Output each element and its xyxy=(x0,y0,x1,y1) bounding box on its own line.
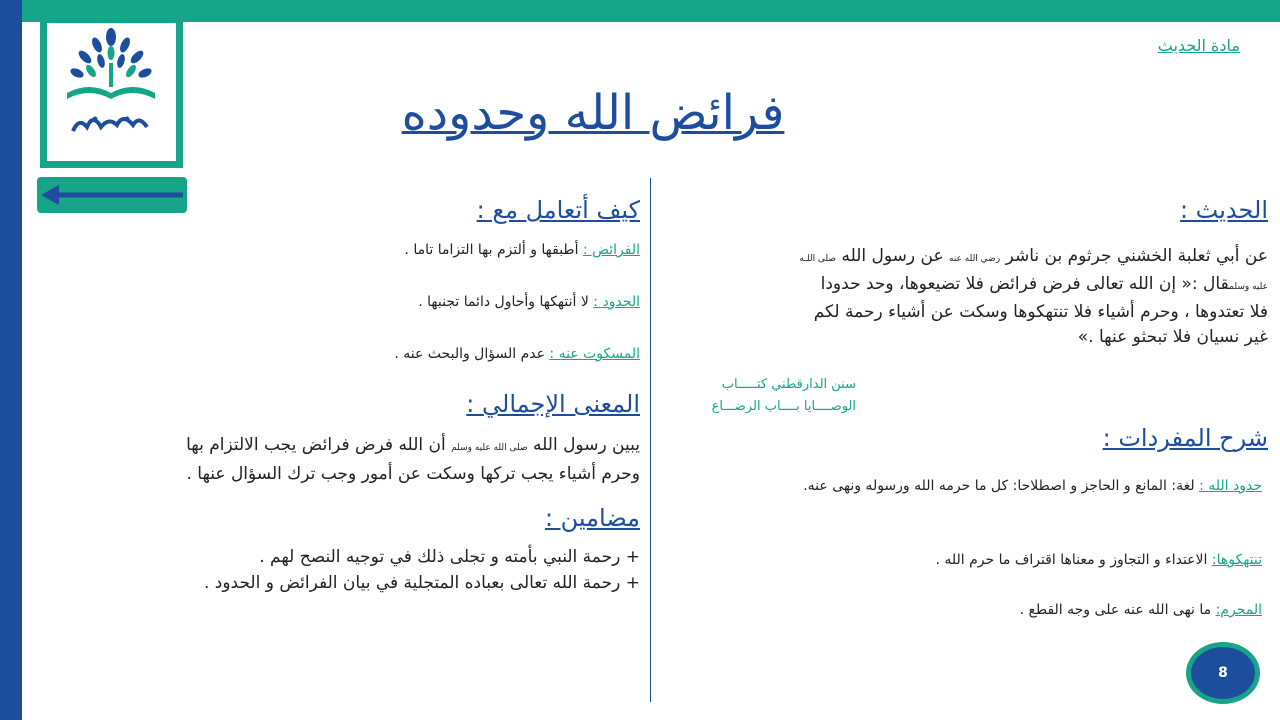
logo xyxy=(40,16,183,168)
hadith-source: سنن الدارقطني كتـــــاب الوصــــايا بــــاب الرضـــاع xyxy=(711,377,856,414)
hadith-text xyxy=(738,244,1268,350)
vocabulary-heading: شرح المفردات : xyxy=(1102,424,1268,452)
dealing-item: الفرائض : أطبقها و ألتزم بها التزاما تاما . xyxy=(404,242,640,258)
contents-heading: مضامين : xyxy=(544,504,640,532)
summary-line-2: وحرم أشياء يجب تركها وسكت عن أمور وجب ترك السؤال عنها . xyxy=(186,464,640,484)
hadith-heading: الحديث : xyxy=(1179,196,1268,224)
dealing-item: الحدود : لا أنتهكها وأحاول دائما تجنبها . xyxy=(418,294,640,310)
page-title: فرائض الله وحدوده xyxy=(401,85,785,141)
contents-list xyxy=(120,544,640,596)
summary-line-1: يبين رسول الله صلى الله عليه وسلم أن الله فرض فرائض يجب الالتزام بها xyxy=(186,435,640,455)
page-number-badge: 8 xyxy=(1186,642,1260,704)
vocabulary-item: حدود الله : لغة: المانع و الحاجز و اصطلاحا: كل ما حرمه الله ورسوله ونهى عنه. xyxy=(803,478,1262,494)
column-divider xyxy=(650,178,651,702)
dealing-heading: كيف أتعامل مع : xyxy=(476,196,640,224)
subject-link[interactable]: مادة الحديث xyxy=(1157,36,1240,55)
summary-heading: المعنى الإجمالي : xyxy=(466,390,640,418)
contents-item: + رحمة النبي بأمته و تجلى ذلك في توجيه النصح لهم . xyxy=(259,547,640,567)
vocabulary-item: تنتهكوها: الاعتداء و التجاوز و معناها اقتراف ما حرم الله . xyxy=(935,552,1262,568)
back-arrow-icon xyxy=(37,177,187,213)
back-button[interactable] xyxy=(37,177,187,213)
vocabulary-item: المحرم: ما نهى الله عنه على وجه القطع . xyxy=(1019,602,1262,618)
hadith-line-1: عن أبي ثعلبة الخشني جرثوم بن ناشر رضي الله عنه عن رسول الله صلى اللـه xyxy=(799,246,1268,266)
hadith-line-2: عليه وسلمقال :« إن الله تعالى فرض فرائض فلا تضيعوها، وحد حدودا xyxy=(820,274,1268,294)
left-accent-bar xyxy=(0,0,22,720)
summary-text xyxy=(120,432,640,487)
hadith-line-3: فلا تعتدوها ، وحرم أشياء فلا تنتهكوها وسكت عن أشياء رحمة لكم xyxy=(813,302,1268,322)
contents-item: + رحمة الله تعالى بعباده المتجلية في بيان الفرائض و الحدود . xyxy=(203,573,640,593)
dealing-item: المسكوت عنه : عدم السؤال والبحث عنه . xyxy=(394,346,640,362)
tree-book-logo-icon xyxy=(47,23,176,161)
hadith-line-4: غير نسيان فلا تبحثو عنها .» xyxy=(1077,327,1268,347)
top-accent-bar xyxy=(0,0,1280,22)
